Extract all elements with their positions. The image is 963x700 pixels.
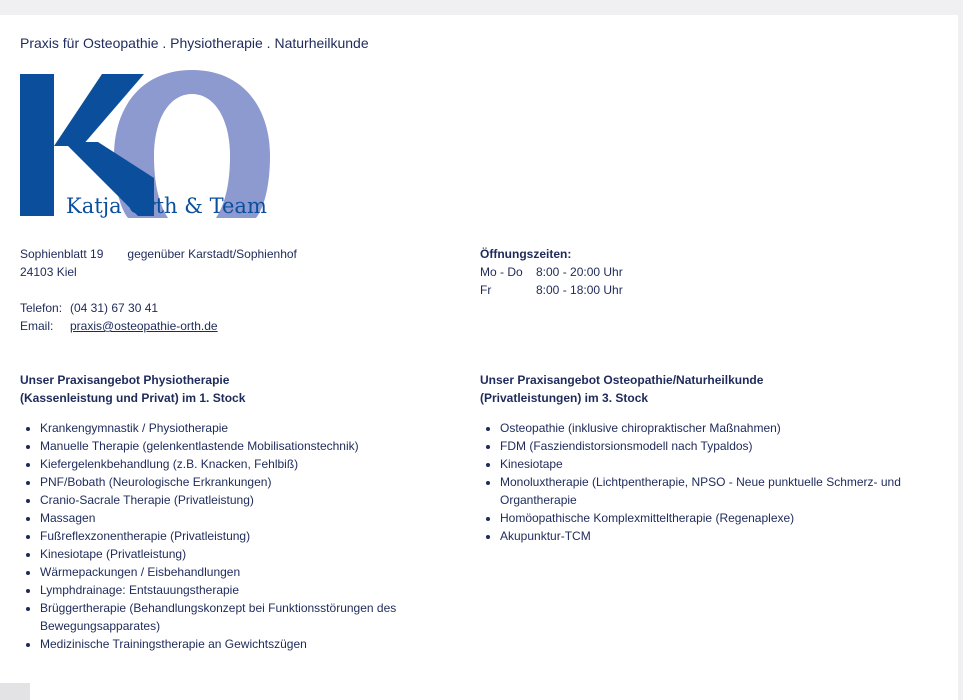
list-item: • Osteopathie (inklusive chiropraktischer Maßnahmen)	[500, 419, 920, 437]
scroll-corner	[0, 683, 30, 700]
list-item: • Lymphdrainage: Entstauungstherapie	[40, 581, 440, 599]
hours-row	[480, 281, 623, 299]
hours-time: 8:00 - 20:00 Uhr	[536, 265, 623, 279]
physiotherapy-section	[20, 371, 440, 653]
logo-caption: Katja Orth & Team	[66, 194, 267, 218]
list-item: • Kinesiotape	[500, 455, 920, 473]
list-item: • Manuelle Therapie (gelenkentlastende Mobilisationstechnik)	[40, 437, 440, 455]
email-label: Email:	[20, 319, 54, 333]
phone-label: Telefon:	[20, 301, 63, 315]
list-item: • Massagen	[40, 509, 440, 527]
list-item: • Monoluxtherapie (Lichtpentherapie, NPSO - Neue punktuelle Schmerz- und Organtherapie	[500, 473, 920, 509]
phone-line	[20, 299, 297, 317]
list-item: • Akupunktur-TCM	[500, 527, 920, 545]
city: 24103 Kiel	[20, 265, 77, 279]
list-item: • FDM (Fasziendistorsionsmodell nach Typaldos)	[500, 437, 920, 455]
list-item: • Medizinische Trainingstherapie an Gewichtszügen	[40, 635, 440, 653]
page	[0, 15, 958, 700]
hours-day: Mo - Do	[480, 265, 523, 279]
page-tagline: Praxis für Osteopathie . Physiotherapie . Naturheilkunde	[20, 35, 369, 51]
opening-hours-title: Öffnungszeiten:	[480, 247, 572, 261]
physiotherapy-title: Unser Praxisangebot Physiotherapie (Kassenleistung und Privat) im 1. Stock	[20, 373, 246, 405]
logo-letter-k-stem	[20, 74, 54, 216]
street: Sophienblatt 19	[20, 247, 104, 261]
physiotherapy-list	[20, 419, 440, 653]
list-item: • Brüggertherapie (Behandlungskonzept bei Funktionsstörungen des Bewegungsapparates)	[40, 599, 440, 635]
osteopathy-title: Unser Praxisangebot Osteopathie/Naturheilkunde (Privatleistungen) im 3. Stock	[480, 373, 764, 405]
list-item: • PNF/Bobath (Neurologische Erkrankungen)	[40, 473, 440, 491]
list-item: • Kiefergelenkbehandlung (z.B. Knacken, Fehlbiß)	[40, 455, 440, 473]
list-item: • Homöopathische Komplexmitteltherapie (Regenaplexe)	[500, 509, 920, 527]
landmark: gegenüber Karstadt/Sophienhof	[127, 247, 297, 261]
address-block	[20, 245, 297, 335]
practice-logo	[20, 70, 272, 222]
hours-day: Fr	[480, 283, 492, 297]
opening-hours	[480, 245, 623, 299]
hours-row	[480, 263, 623, 281]
address-line-1	[20, 245, 297, 263]
phone-number: (04 31) 67 30 41	[70, 301, 159, 315]
list-item: • Fußreflexzonentherapie (Privatleistung)	[40, 527, 440, 545]
list-item: • Cranio-Sacrale Therapie (Privatleistung)	[40, 491, 440, 509]
email-line	[20, 317, 297, 335]
list-item: • Kinesiotape (Privatleistung)	[40, 545, 440, 563]
hours-time: 8:00 - 18:00 Uhr	[536, 283, 623, 297]
osteopathy-section	[480, 371, 920, 545]
email-link[interactable]: praxis@osteopathie-orth.de	[70, 319, 218, 333]
list-item: • Wärmepackungen / Eisbehandlungen	[40, 563, 440, 581]
osteopathy-list	[480, 419, 920, 545]
list-item: • Krankengymnastik / Physiotherapie	[40, 419, 440, 437]
